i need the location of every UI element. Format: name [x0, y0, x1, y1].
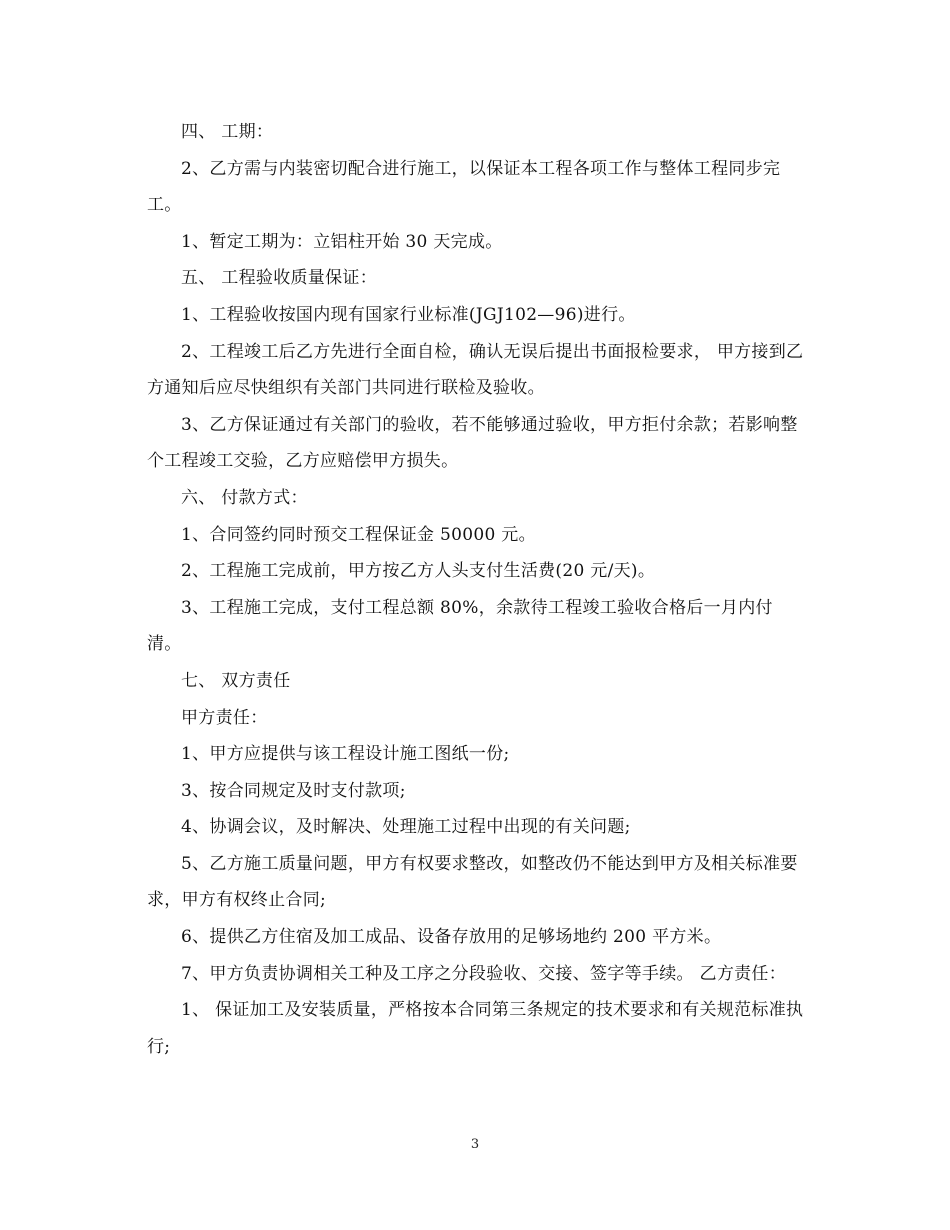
paragraph: 1、 保证加工及安装质量，严格按本合同第三条规定的技术要求和有关规范标准执行; — [147, 1000, 804, 1057]
document-body — [147, 114, 807, 1065]
paragraph: 6、提供乙方住宿及加工成品、设备存放用的足够场地约 200 平方米。 — [181, 927, 722, 948]
paragraph: 2、工程施工完成前，甲方按乙方人头支付生活费(20 元/天)。 — [181, 561, 656, 582]
paragraph: 3、乙方保证通过有关部门的验收，若不能够通过验收，甲方拒付余款；若影响整个工程竣工交验，乙方应赔偿甲方损失。 — [147, 414, 798, 472]
section-heading: 五、 工程验收质量保证： — [181, 268, 378, 289]
paragraph: 3、按合同规定及时支付款项; — [181, 780, 406, 801]
paragraph: 2、工程竣工后乙方先进行全面自检，确认无误后提出书面报检要求， 甲方接到乙方通知后应尽快组织有关部门共同进行联检及验收。 — [147, 341, 804, 399]
subsection-heading: 甲方责任： — [181, 707, 268, 728]
page-number: 3 — [470, 1137, 480, 1152]
paragraph: 1、合同签约同时预交工程保证金 50000 元。 — [181, 524, 536, 545]
paragraph: 7、甲方负责协调相关工种及工序之分段验收、交接、签字等手续。 乙方责任： — [181, 963, 787, 984]
paragraph: 5、乙方施工质量问题，甲方有权要求整改，如整改仍不能达到甲方及相关标准要求，甲方有权终止合同; — [147, 853, 798, 911]
paragraph: 2、乙方需与内装密切配合进行施工，以保证本工程各项工作与整体工程同步完工。 — [147, 158, 781, 216]
paragraph: 1、工程验收按国内现有国家行业标准(JGJ102—96)进行。 — [181, 304, 636, 325]
section-heading: 六、 付款方式： — [181, 487, 308, 508]
paragraph: 1、甲方应提供与该工程设计施工图纸一份; — [181, 744, 510, 765]
section-heading: 七、 双方责任 — [181, 670, 291, 691]
paragraph: 4、协调会议，及时解决、处理施工过程中出现的有关问题; — [181, 817, 631, 838]
section-heading: 四、 工期： — [181, 122, 274, 142]
paragraph: 3、工程施工完成，支付工程总额 80%，余款待工程竣工验收合格后一月内付清。 — [147, 597, 773, 655]
paragraph: 1、暂定工期为：立铝柱开始 30 天完成。 — [181, 231, 503, 252]
